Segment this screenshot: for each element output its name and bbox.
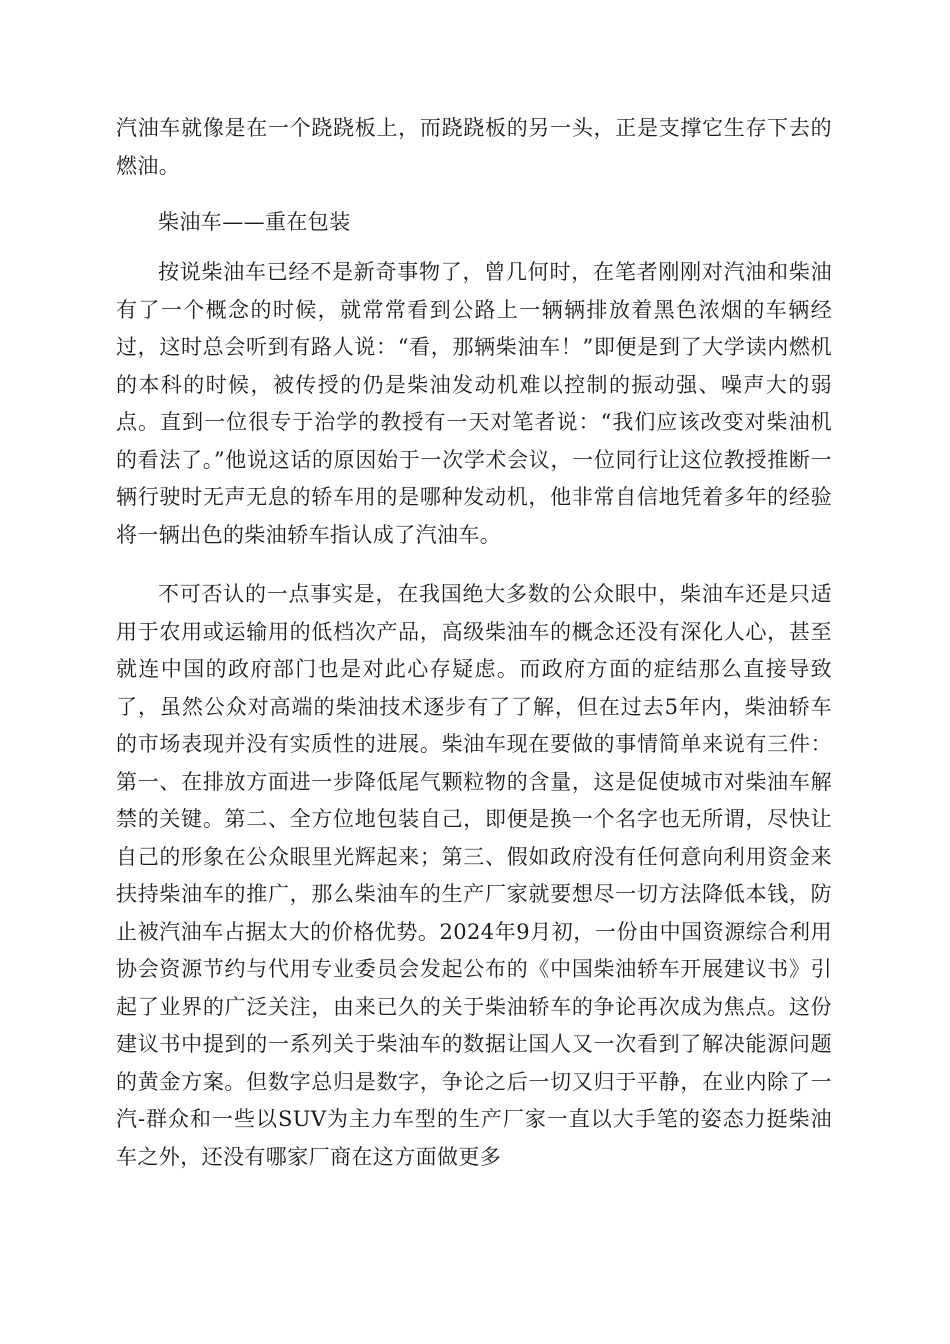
section-heading: 柴油车——重在包装 xyxy=(158,210,351,234)
paragraph: 按说柴油车已经不是新奇事物了，曾几何时，在笔者刚刚对汽油和柴油有了一个概念的时候，就常常看到公路上一辆辆排放着黑色浓烟的车辆经过，这时总会听到有路人说：“看，那辆柴油车！”即便是到了大学读内燃机的本科的时候，被传授的仍是柴油发动机难以控制的振动强、噪声大的弱点。直到一位很专于治学的教授有一天对笔者说：“我们应该改变对柴油机的看法了。”他说这话的原因始于一次学术会议，一位同行让这位教授推断一辆行驶时无声无息的轿车用的是哪种发动机，他非常自信地凭着多年的经验将一辆出色的柴油轿车指认成了汽油车。 xyxy=(116,260,832,547)
body-text-block xyxy=(116,110,832,185)
section-heading-block xyxy=(116,204,832,242)
paragraph: 汽油车就像是在一个跷跷板上，而跷跷板的另一头，正是支撑它生存下去的燃油。 xyxy=(116,116,832,178)
paragraph: 不可否认的一点事实是，在我国绝大多数的公众眼中，柴油车还是只适用于农用或运输用的低档次产品，高级柴油车的概念还没有深化人心，甚至就连中国的政府部门也是对此心存疑虑。而政府方面的症结那么直接导致了，虽然公众对高端的柴油技术逐步有了了解，但在过去5年内，柴油轿车的市场表现并没有实质性的进展。柴油车现在要做的事情简单来说有三件：第一、在排放方面进一步降低尾气颗粒物的含量，这是促使城市对柴油车解禁的关键。第二、全方位地包装自己，即便是换一个名字也无所谓，尽快让自己的形象在公众眼里光辉起来；第三、假如政府没有任何意向利用资金来扶持柴油车的推广，那么柴油车的生产厂家就要想尽一切方法降低本钱，防止被汽油车占据太大的价格优势。2024年9月初，一份由中国资源综合利用协会资源节约与代用专业委员会发起公布的《中国柴油轿车开展建议书》引起了业界的广泛关注，由来已久的关于柴油轿车的争论再次成为焦点。这份建议书中提到的一系列关于柴油车的数据让国人又一次看到了解决能源问题的黄金方案。但数字总归是数字，争论之后一切又归于平静，在业内除了一汽-群众和一些以SUV为主力车型的生产厂家一直以大手笔的姿态力挺柴油车之外，还没有哪家厂商在这方面做更多 xyxy=(116,582,832,1169)
body-text-block xyxy=(116,576,832,1176)
body-text-block xyxy=(116,254,832,554)
